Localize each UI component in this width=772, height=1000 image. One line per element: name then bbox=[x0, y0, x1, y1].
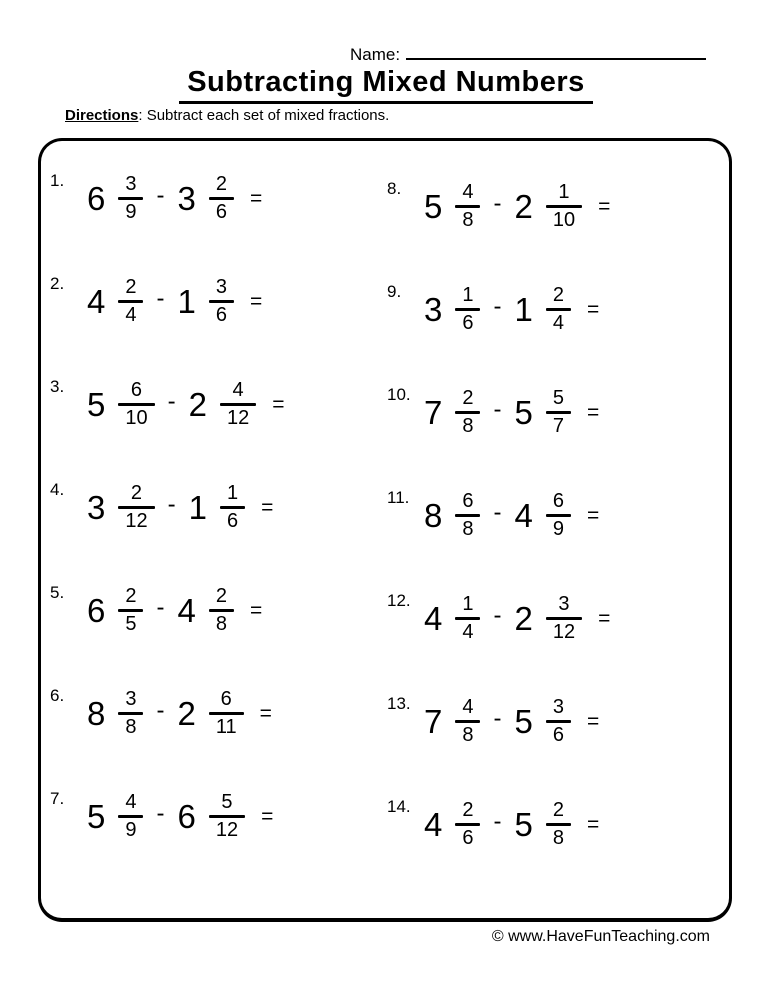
minuend-fraction bbox=[455, 387, 480, 438]
fraction-bar bbox=[118, 300, 143, 303]
subtrahend-denominator: 6 bbox=[226, 510, 239, 532]
equals-sign: = bbox=[598, 195, 611, 218]
subtrahend-fraction bbox=[546, 387, 571, 438]
problem-number: 13. bbox=[387, 693, 411, 713]
fraction-bar bbox=[455, 205, 480, 208]
minuend-whole: 6 bbox=[87, 592, 106, 629]
minuend-whole: 4 bbox=[424, 806, 443, 843]
subtrahend-whole: 4 bbox=[177, 592, 196, 629]
fraction-bar bbox=[118, 506, 154, 509]
subtrahend-fraction bbox=[209, 173, 234, 224]
subtrahend-numerator: 6 bbox=[552, 490, 564, 512]
problems-box bbox=[38, 138, 732, 922]
minuend-whole: 8 bbox=[87, 695, 106, 732]
fraction-bar bbox=[209, 197, 234, 200]
problem-row bbox=[387, 464, 729, 567]
subtrahend-numerator: 2 bbox=[552, 799, 564, 821]
minuend-denominator: 8 bbox=[462, 518, 474, 540]
fraction-bar bbox=[118, 712, 143, 715]
minuend-whole: 7 bbox=[424, 703, 443, 740]
problem-number: 5. bbox=[50, 582, 65, 602]
minuend-denominator: 10 bbox=[125, 407, 148, 429]
subtrahend-numerator: 3 bbox=[215, 276, 227, 298]
subtrahend-numerator: 6 bbox=[220, 688, 232, 710]
name-label: Name: bbox=[350, 45, 401, 64]
subtrahend-numerator: 3 bbox=[558, 593, 570, 615]
problem-number: 1. bbox=[50, 170, 65, 190]
subtrahend-numerator: 4 bbox=[232, 379, 244, 401]
subtrahend-numerator: 1 bbox=[558, 181, 570, 203]
problem-number: 8. bbox=[387, 178, 402, 198]
equals-sign: = bbox=[586, 813, 600, 836]
subtrahend-denominator: 12 bbox=[215, 819, 239, 841]
subtrahend-whole: 5 bbox=[514, 806, 533, 843]
subtrahend-fraction bbox=[546, 490, 571, 541]
subtrahend-numerator: 5 bbox=[552, 387, 564, 409]
minus-sign: - bbox=[493, 498, 502, 526]
subtrahend-denominator: 11 bbox=[215, 716, 237, 738]
subtrahend-fraction bbox=[220, 379, 256, 430]
fraction-bar bbox=[209, 815, 245, 818]
minuend-whole: 3 bbox=[424, 291, 443, 328]
fraction-bar bbox=[209, 300, 234, 303]
minuend-denominator: 8 bbox=[125, 716, 137, 738]
subtrahend-fraction bbox=[546, 696, 571, 747]
equals-sign: = bbox=[272, 393, 285, 416]
minuend-denominator: 4 bbox=[462, 621, 474, 643]
problem-number: 10. bbox=[387, 384, 411, 404]
subtrahend-whole: 1 bbox=[188, 489, 207, 526]
subtrahend-denominator: 4 bbox=[552, 312, 564, 334]
fraction-bar bbox=[546, 823, 571, 826]
problem-row bbox=[50, 250, 387, 353]
subtrahend-denominator: 6 bbox=[552, 724, 564, 746]
minuend-whole: 4 bbox=[87, 283, 106, 320]
minus-sign: - bbox=[156, 799, 165, 827]
minuend-numerator: 4 bbox=[462, 181, 474, 203]
subtrahend-denominator: 10 bbox=[552, 209, 576, 231]
problem-row bbox=[50, 353, 387, 456]
subtrahend-fraction bbox=[220, 482, 245, 533]
minus-sign: - bbox=[493, 395, 502, 423]
footer-credit: © www.HaveFunTeaching.com bbox=[491, 928, 710, 945]
minuend-denominator: 12 bbox=[125, 510, 148, 532]
subtrahend-numerator: 3 bbox=[552, 696, 564, 718]
minuend-numerator: 6 bbox=[462, 490, 474, 512]
fraction-bar bbox=[220, 403, 256, 406]
minuend-fraction bbox=[118, 791, 143, 842]
fraction-bar bbox=[546, 514, 571, 517]
minuend-denominator: 6 bbox=[462, 312, 474, 334]
fraction-bar bbox=[455, 308, 480, 311]
subtrahend-fraction bbox=[546, 284, 571, 335]
minuend-denominator: 8 bbox=[462, 415, 474, 437]
minuend-whole: 5 bbox=[87, 386, 106, 423]
problem-row bbox=[387, 670, 729, 773]
equals-sign: = bbox=[261, 805, 274, 828]
subtrahend-fraction bbox=[546, 799, 571, 850]
problem-row bbox=[50, 147, 387, 250]
minus-sign: - bbox=[493, 189, 502, 217]
equals-sign: = bbox=[249, 599, 263, 622]
fraction-bar bbox=[455, 823, 480, 826]
minuend-whole: 4 bbox=[424, 600, 443, 637]
minuend-fraction bbox=[118, 173, 143, 224]
fraction-bar bbox=[455, 514, 480, 517]
minuend-whole: 8 bbox=[424, 497, 443, 534]
minuend-denominator: 8 bbox=[462, 209, 474, 231]
problem-number: 2. bbox=[50, 273, 65, 293]
subtrahend-whole: 2 bbox=[177, 695, 196, 732]
problem-row bbox=[50, 662, 387, 765]
problem-number: 3. bbox=[50, 376, 65, 396]
fraction-bar bbox=[118, 815, 143, 818]
page-title: Subtracting Mixed Numbers bbox=[179, 66, 593, 104]
minus-sign: - bbox=[493, 807, 502, 835]
minus-sign: - bbox=[167, 490, 176, 518]
subtrahend-denominator: 6 bbox=[215, 201, 227, 223]
minuend-numerator: 1 bbox=[462, 593, 474, 615]
fraction-bar bbox=[455, 411, 480, 414]
problem-row bbox=[387, 773, 729, 876]
minuend-fraction bbox=[118, 585, 143, 636]
minuend-denominator: 8 bbox=[462, 724, 474, 746]
directions-text: : Subtract each set of mixed fractions. bbox=[138, 107, 390, 124]
minuend-numerator: 2 bbox=[130, 482, 143, 504]
subtrahend-fraction bbox=[546, 181, 582, 232]
subtrahend-fraction bbox=[209, 276, 234, 327]
subtrahend-fraction bbox=[546, 593, 582, 644]
subtrahend-denominator: 8 bbox=[215, 613, 227, 635]
minuend-fraction bbox=[455, 593, 480, 644]
minuend-denominator: 5 bbox=[125, 613, 137, 635]
fraction-bar bbox=[118, 403, 154, 406]
minuend-denominator: 6 bbox=[462, 827, 474, 849]
minuend-whole: 6 bbox=[87, 180, 106, 217]
subtrahend-numerator: 5 bbox=[221, 791, 233, 813]
minus-sign: - bbox=[493, 292, 502, 320]
minus-sign: - bbox=[156, 284, 165, 312]
problem-row bbox=[387, 567, 729, 670]
minuend-fraction bbox=[455, 284, 480, 335]
subtrahend-denominator: 9 bbox=[552, 518, 564, 540]
fraction-bar bbox=[118, 197, 143, 200]
problems-column-left bbox=[41, 141, 387, 918]
subtrahend-whole: 2 bbox=[514, 188, 533, 225]
equals-sign: = bbox=[586, 401, 600, 424]
minus-sign: - bbox=[493, 601, 502, 629]
directions-label: Directions bbox=[65, 107, 139, 124]
fraction-bar bbox=[209, 712, 244, 715]
subtrahend-numerator: 2 bbox=[215, 585, 227, 607]
subtrahend-denominator: 6 bbox=[215, 304, 227, 326]
equals-sign: = bbox=[586, 710, 600, 733]
subtrahend-fraction bbox=[209, 688, 244, 739]
name-row bbox=[350, 44, 706, 65]
minuend-numerator: 3 bbox=[125, 173, 137, 195]
minuend-fraction bbox=[455, 696, 480, 747]
problem-number: 7. bbox=[50, 788, 65, 808]
problem-row bbox=[387, 155, 729, 258]
fraction-bar bbox=[220, 506, 245, 509]
equals-sign: = bbox=[586, 504, 600, 527]
problem-number: 4. bbox=[50, 479, 65, 499]
problem-row bbox=[50, 456, 387, 559]
minuend-numerator: 4 bbox=[462, 696, 474, 718]
name-blank-line bbox=[406, 44, 706, 60]
subtrahend-whole: 1 bbox=[514, 291, 533, 328]
problem-row bbox=[50, 559, 387, 662]
minuend-fraction bbox=[118, 482, 154, 533]
fraction-bar bbox=[546, 411, 571, 414]
fraction-bar bbox=[546, 720, 571, 723]
subtrahend-whole: 4 bbox=[514, 497, 533, 534]
fraction-bar bbox=[546, 617, 582, 620]
minuend-whole: 3 bbox=[87, 489, 106, 526]
fraction-bar bbox=[546, 205, 582, 208]
subtrahend-fraction bbox=[209, 791, 245, 842]
problem-number: 12. bbox=[387, 590, 411, 610]
subtrahend-denominator: 12 bbox=[552, 621, 576, 643]
equals-sign: = bbox=[259, 702, 272, 725]
fraction-bar bbox=[118, 609, 143, 612]
subtrahend-denominator: 12 bbox=[226, 407, 250, 429]
problems-column-right bbox=[387, 141, 729, 918]
problem-number: 9. bbox=[387, 281, 402, 301]
minuend-numerator: 6 bbox=[130, 379, 143, 401]
problem-row bbox=[50, 765, 387, 868]
minuend-numerator: 2 bbox=[125, 585, 137, 607]
minuend-numerator: 2 bbox=[462, 799, 474, 821]
problem-row bbox=[387, 258, 729, 361]
equals-sign: = bbox=[249, 290, 263, 313]
minuend-fraction bbox=[118, 276, 143, 327]
equals-sign: = bbox=[261, 496, 274, 519]
subtrahend-whole: 5 bbox=[514, 703, 533, 740]
minuend-denominator: 4 bbox=[125, 304, 137, 326]
subtrahend-whole: 6 bbox=[177, 798, 196, 835]
subtrahend-denominator: 8 bbox=[552, 827, 564, 849]
minus-sign: - bbox=[156, 696, 165, 724]
problem-number: 6. bbox=[50, 685, 65, 705]
minus-sign: - bbox=[156, 593, 165, 621]
minuend-numerator: 1 bbox=[462, 284, 474, 306]
fraction-bar bbox=[209, 609, 234, 612]
subtrahend-whole: 2 bbox=[188, 386, 207, 423]
minus-sign: - bbox=[493, 704, 502, 732]
subtrahend-numerator: 1 bbox=[226, 482, 239, 504]
equals-sign: = bbox=[598, 607, 611, 630]
subtrahend-whole: 5 bbox=[514, 394, 533, 431]
subtrahend-whole: 3 bbox=[177, 180, 196, 217]
subtrahend-whole: 1 bbox=[177, 283, 196, 320]
minus-sign: - bbox=[167, 387, 176, 415]
minuend-numerator: 2 bbox=[125, 276, 137, 298]
subtrahend-numerator: 2 bbox=[215, 173, 227, 195]
minuend-denominator: 9 bbox=[125, 819, 137, 841]
minuend-whole: 5 bbox=[87, 798, 106, 835]
minuend-fraction bbox=[455, 490, 480, 541]
minus-sign: - bbox=[156, 181, 165, 209]
minuend-numerator: 2 bbox=[462, 387, 474, 409]
minuend-whole: 5 bbox=[424, 188, 443, 225]
problem-number: 11. bbox=[387, 487, 410, 507]
minuend-numerator: 3 bbox=[125, 688, 137, 710]
directions bbox=[65, 107, 389, 124]
fraction-bar bbox=[455, 720, 480, 723]
minuend-fraction bbox=[118, 379, 154, 430]
minuend-denominator: 9 bbox=[125, 201, 137, 223]
minuend-whole: 7 bbox=[424, 394, 443, 431]
subtrahend-whole: 2 bbox=[514, 600, 533, 637]
problem-row bbox=[387, 361, 729, 464]
fraction-bar bbox=[546, 308, 571, 311]
minuend-fraction bbox=[455, 181, 480, 232]
minuend-fraction bbox=[455, 799, 480, 850]
subtrahend-fraction bbox=[209, 585, 234, 636]
minuend-fraction bbox=[118, 688, 143, 739]
subtrahend-numerator: 2 bbox=[552, 284, 564, 306]
minuend-numerator: 4 bbox=[125, 791, 137, 813]
subtrahend-denominator: 7 bbox=[552, 415, 564, 437]
title-wrap bbox=[0, 66, 772, 104]
equals-sign: = bbox=[249, 187, 263, 210]
equals-sign: = bbox=[586, 298, 600, 321]
problem-number: 14. bbox=[387, 796, 411, 816]
fraction-bar bbox=[455, 617, 480, 620]
